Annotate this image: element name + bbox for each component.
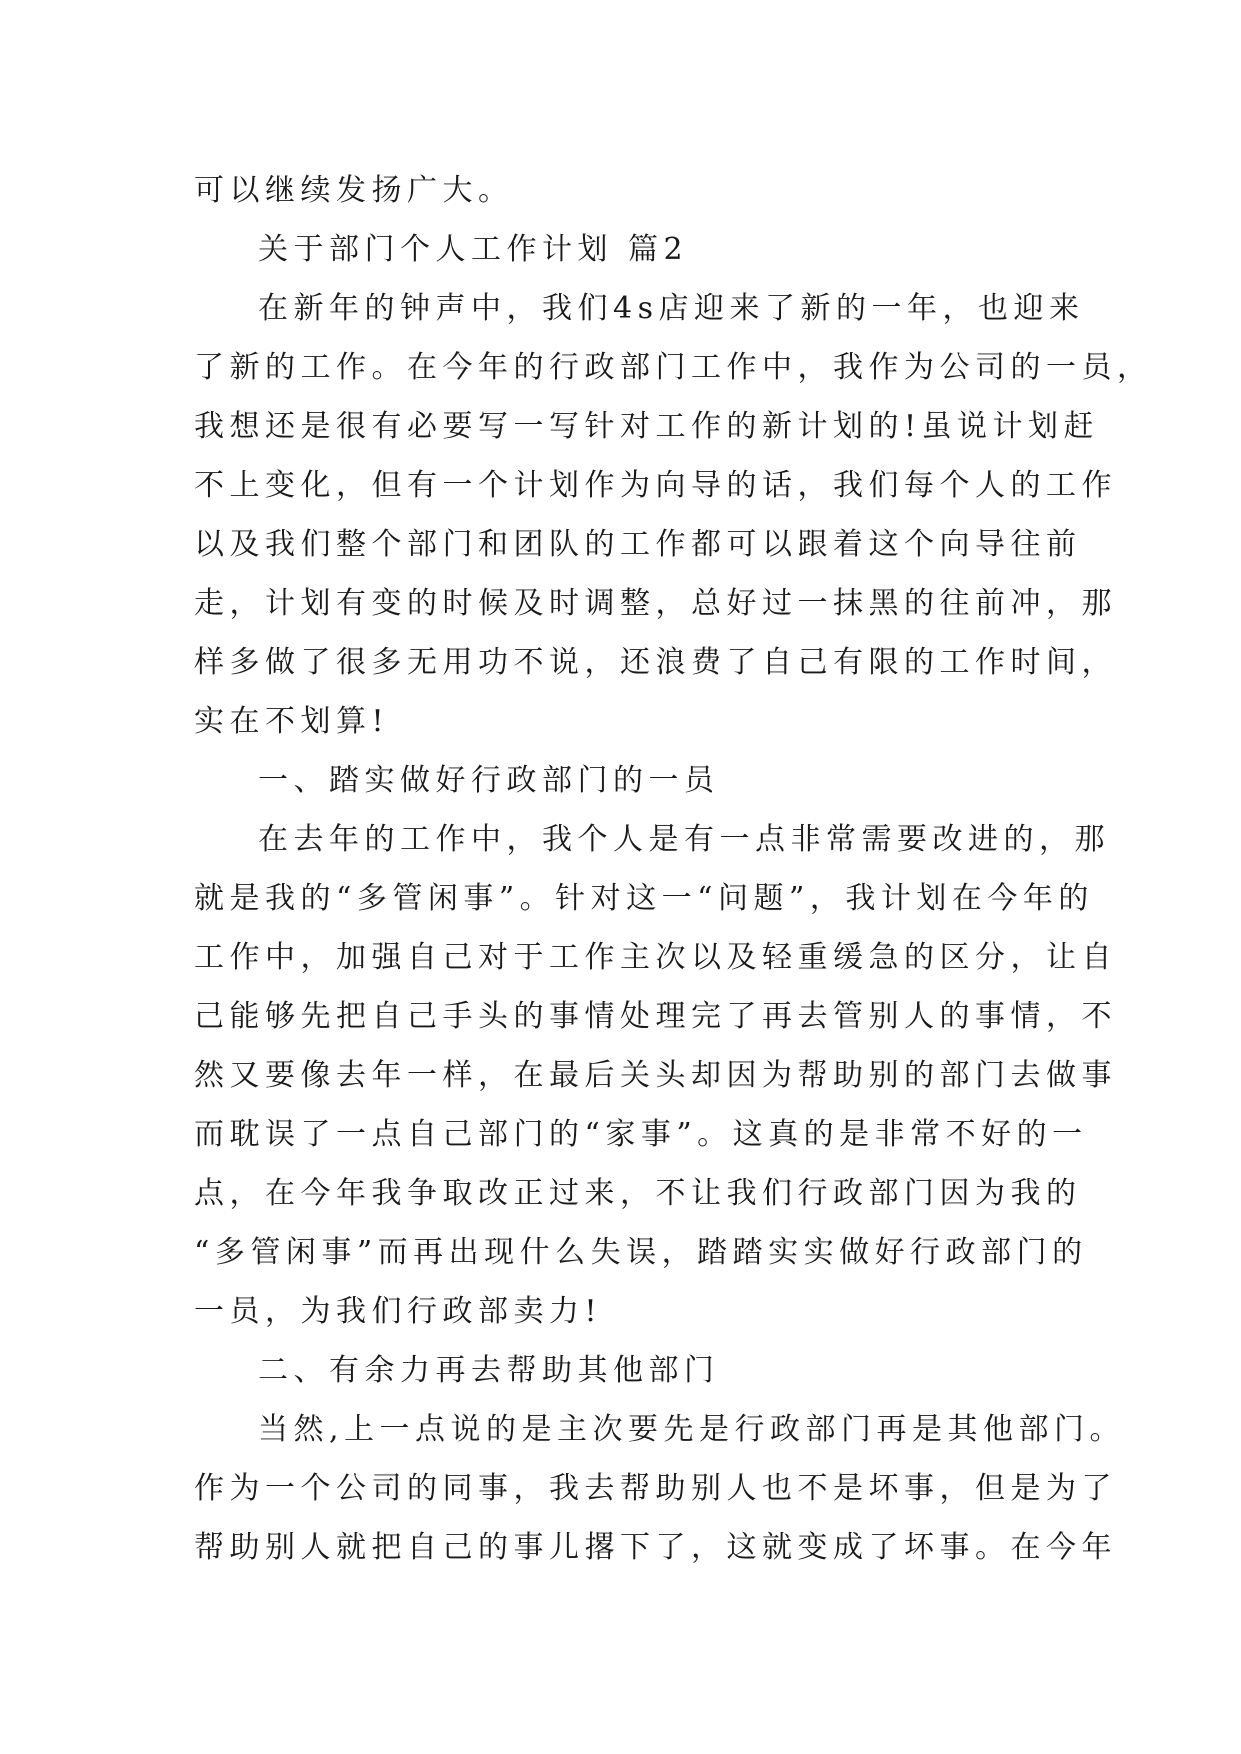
subheading: 一、踏实做好行政部门的一员 bbox=[258, 763, 720, 798]
paragraph-line: 在新年的钟声中，我们4s店迎来了新的一年，也迎来 bbox=[258, 291, 1085, 326]
paragraph-line: 实在不划算! bbox=[194, 704, 390, 739]
paragraph-line: 样多做了很多无用功不说，还浪费了自己有限的工作时间， bbox=[194, 645, 1117, 680]
paragraph-line: 工作中，加强自己对于工作主次以及轻重缓急的区分，让自 bbox=[194, 940, 1117, 975]
paragraph-line: 在去年的工作中，我个人是有一点非常需要改进的，那 bbox=[258, 822, 1110, 857]
paragraph-line: 了新的工作。在今年的行政部门工作中，我作为公司的一员， bbox=[194, 350, 1153, 385]
paragraph-line: 点，在今年我争取改正过来，不让我们行政部门因为我的 bbox=[194, 1176, 1082, 1211]
paragraph-line: 然又要像去年一样，在最后关头却因为帮助别的部门去做事 bbox=[194, 1058, 1117, 1093]
document-body bbox=[194, 161, 1153, 1577]
subheading: 二、有余力再去帮助其他部门 bbox=[258, 1353, 720, 1388]
paragraph-line: 不上变化，但有一个计划作为向导的话，我们每个人的工作 bbox=[194, 468, 1117, 503]
paragraph-line: 当然,上一点说的是主次要先是行政部门再是其他部门。 bbox=[258, 1412, 1126, 1447]
paragraph-line: 而耽误了一点自己部门的“家事”。这真的是非常不好的一 bbox=[194, 1117, 1088, 1152]
paragraph-line: 我想还是很有必要写一写针对工作的新计划的!虽说计划赶 bbox=[194, 409, 1100, 444]
paragraph-line: 作为一个公司的同事，我去帮助别人也不是坏事，但是为了 bbox=[194, 1471, 1117, 1506]
paragraph-line: 就是我的“多管闲事”。针对这一“问题”，我计划在今年的 bbox=[194, 881, 1094, 916]
section-heading: 关于部门个人工作计划 篇2 bbox=[258, 232, 689, 267]
paragraph-line: 走，计划有变的时候及时调整，总好过一抹黑的往前冲，那 bbox=[194, 586, 1117, 621]
paragraph-line: 一员，为我们行政部卖力! bbox=[194, 1294, 603, 1329]
paragraph-line: “多管闲事”而再出现什么失误，踏踏实实做好行政部门的 bbox=[194, 1235, 1088, 1270]
body-line: 可以继续发扬广大。 bbox=[194, 173, 514, 208]
paragraph-line: 己能够先把自己手头的事情处理完了再去管别人的事情，不 bbox=[194, 999, 1117, 1034]
paragraph-line: 以及我们整个部门和团队的工作都可以跟着这个向导往前 bbox=[194, 527, 1082, 562]
paragraph-line: 帮助别人就把自己的事儿撂下了，这就变成了坏事。在今年 bbox=[194, 1530, 1117, 1565]
